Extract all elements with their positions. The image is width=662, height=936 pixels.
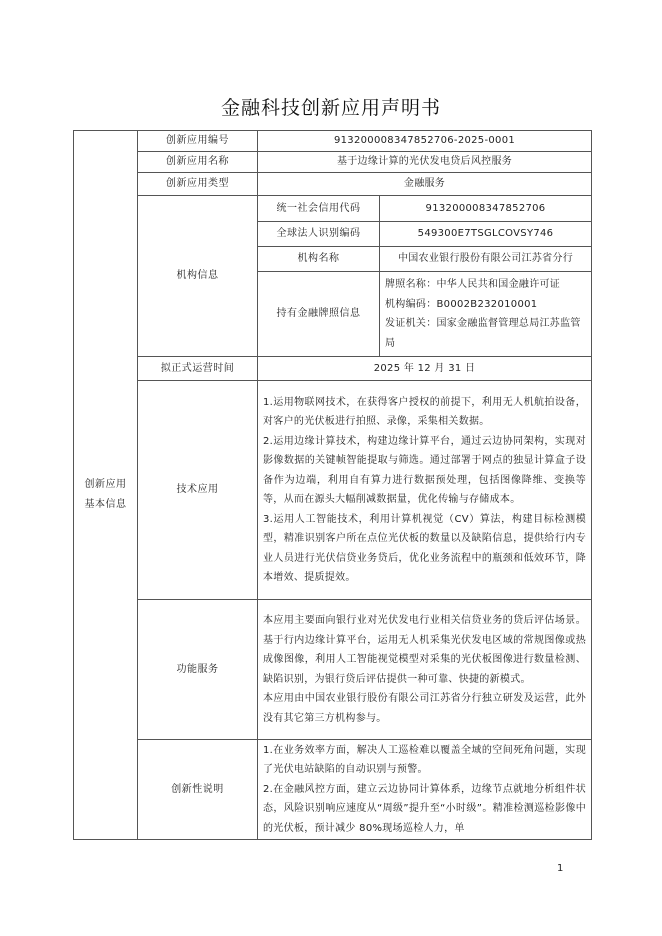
function-paragraph: 本应用由中国农业银行股份有限公司江苏省分行独立研发及运营，此外没有其它第三方机构参与。 [263,693,587,724]
launch-label: 拟正式运营时间 [138,357,258,381]
declaration-table [73,130,592,840]
lei-label: 全球法人识别编码 [258,222,380,247]
type-value: 金融服务 [258,173,592,196]
institution-label: 机构信息 [138,196,258,357]
tech-paragraph: 2.运用边缘计算技术，构建边缘计算平台，通过云边协同架构，实现对影像数据的关键帧智能提取与筛选。通过部署于网点的独显计算盒子设备作为边端，利用自有算力进行数据预处理，包括图像降维、变换等等，从而在源头大幅削减数据量，优化传输与存储成本。 [263,435,587,505]
table-row [74,600,592,740]
tech-content [258,381,592,600]
license-line: 发证机关：国家金融监督管理总局江苏监管局 [385,318,581,349]
table-row [74,381,592,600]
function-paragraph: 本应用主要面向银行业对光伏发电行业相关信贷业务的贷后评估场景。基于行内边缘计算平台，运用无人机采集光伏发电区域的常规图像或热成像图像，利用人工智能视觉模型对采集的光伏板图像进行数量检测、缺陷识别，为银行贷后评估提供一种可靠、快捷的新模式。 [263,615,587,685]
credit-code-value: 913200008347852706 [380,196,592,222]
table-row [74,173,592,196]
tech-paragraph: 1.运用物联网技术，在获得客户授权的前提下，利用无人机航拍设备，对客户的光伏板进行拍照、录像，采集相关数据。 [263,396,587,427]
group-label: 创新应用 基本信息 [84,479,127,510]
table-row [74,740,592,840]
function-label: 功能服务 [138,600,258,740]
launch-value: 2025 年 12 月 31 日 [258,357,592,381]
license-line: 牌照名称：中华人民共和国金融许可证 [385,279,561,290]
lei-value: 549300E7TSGLCOVSY746 [380,222,592,247]
function-content [258,600,592,740]
table-row [74,131,592,152]
table-row [74,196,592,222]
group-label-cell [74,131,138,840]
license-line: 机构编码：B0002B232010001 [385,298,538,310]
table-row [74,357,592,381]
code-label: 创新应用编号 [138,131,258,152]
credit-code-label: 统一社会信用代码 [258,196,380,222]
name-label: 创新应用名称 [138,152,258,173]
innovation-content [258,740,592,840]
innovation-paragraph: 2.在金融风控方面，建立云边协同计算体系，边缘节点就地分析组件状态，风险识别响应速度从“周级”提升至“小时级”。精准检测巡检影像中的光伏板，预计减少 80%现场巡检人力，单 [263,783,587,834]
license-label: 持有金融牌照信息 [258,272,380,357]
license-info [380,272,592,357]
tech-label: 技术应用 [138,381,258,600]
table-row [74,152,592,173]
org-name-label: 机构名称 [258,247,380,272]
org-name-value: 中国农业银行股份有限公司江苏省分行 [380,247,592,272]
innovation-label: 创新性说明 [138,740,258,840]
innovation-paragraph: 1.在业务效率方面，解决人工巡检难以覆盖全域的空间死角问题，实现了光伏电站缺陷的自动识别与预警。 [263,744,587,776]
tech-paragraph: 3.运用人工智能技术，利用计算机视觉（CV）算法，构建目标检测模型，精准识别客户所在点位光伏板的数量以及缺陷信息，提供给行内专业人员进行光伏信贷业务贷后，优化业务流程中的瓶颈和低效环节，降本增效、提质提效。 [263,513,587,583]
page-title: 金融科技创新应用声明书 [220,97,441,119]
name-value: 基于边缘计算的光伏发电贷后风控服务 [258,152,592,173]
type-label: 创新应用类型 [138,173,258,196]
page-number: 1 [557,863,564,874]
code-value: 913200008347852706-2025-0001 [258,131,592,152]
